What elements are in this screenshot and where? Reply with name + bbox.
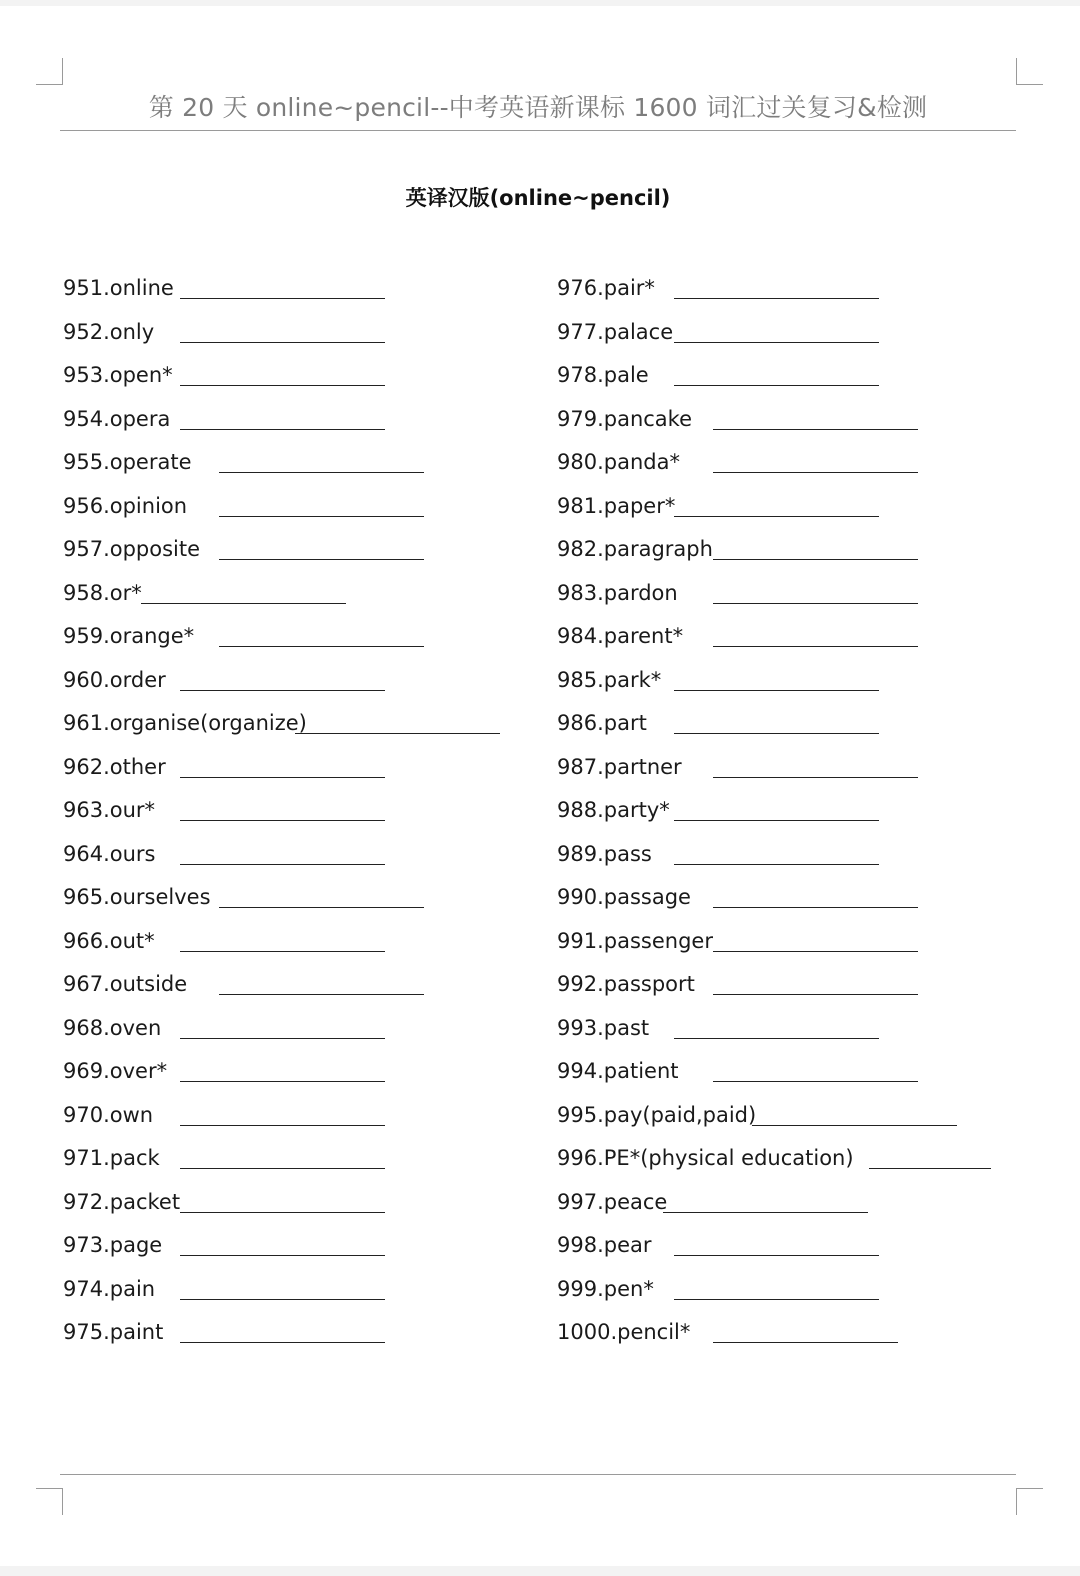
answer-blank[interactable] xyxy=(180,1038,385,1039)
vocab-word: 985.park* xyxy=(557,667,662,692)
vocab-word: 969.over* xyxy=(63,1059,168,1083)
vocab-word: 996.PE*(physical education) xyxy=(557,1146,854,1170)
vocab-word: 982.paragraph xyxy=(557,537,713,561)
vocab-word: 981.paper* xyxy=(557,493,676,518)
answer-blank[interactable] xyxy=(674,820,879,821)
answer-blank[interactable] xyxy=(295,733,500,734)
vocab-word: 992.passport xyxy=(557,972,695,996)
answer-blank[interactable] xyxy=(180,951,385,952)
answer-blank[interactable] xyxy=(180,690,385,691)
answer-blank[interactable] xyxy=(674,733,879,734)
crop-mark-bottom-right xyxy=(1016,1488,1043,1515)
vocab-word: 998.pear xyxy=(557,1233,652,1257)
vocab-word: 1000.pencil* xyxy=(557,1320,691,1344)
answer-blank[interactable] xyxy=(674,516,879,517)
answer-blank[interactable] xyxy=(713,472,918,473)
vocab-word: 988.party* xyxy=(557,798,670,822)
answer-blank[interactable] xyxy=(180,777,385,778)
vocab-word: 958.or* xyxy=(63,580,142,605)
answer-blank[interactable] xyxy=(180,298,385,299)
answer-blank[interactable] xyxy=(180,820,385,821)
answer-blank[interactable] xyxy=(674,864,879,865)
answer-blank[interactable] xyxy=(663,1212,868,1213)
vocab-word: 963.our* xyxy=(63,798,156,822)
vocab-word: 993.past xyxy=(557,1015,650,1040)
answer-blank[interactable] xyxy=(219,994,424,995)
vocab-word: 952.only xyxy=(63,319,155,344)
vocab-word: 960.order xyxy=(63,667,166,692)
answer-blank[interactable] xyxy=(180,1255,385,1256)
answer-blank[interactable] xyxy=(219,516,424,517)
answer-blank[interactable] xyxy=(713,559,918,560)
vocab-word: 964.ours xyxy=(63,841,156,866)
vocab-word: 980.panda* xyxy=(557,450,680,474)
vocab-word: 986.part xyxy=(557,711,647,735)
answer-blank[interactable] xyxy=(180,342,385,343)
answer-blank[interactable] xyxy=(219,646,424,647)
answer-blank[interactable] xyxy=(219,472,424,473)
crop-mark-bottom-left xyxy=(36,1488,63,1515)
answer-blank[interactable] xyxy=(713,994,918,995)
vocab-word: 954.opera xyxy=(63,406,171,431)
answer-blank[interactable] xyxy=(674,1255,879,1256)
vocab-word: 994.patient xyxy=(557,1059,679,1083)
answer-blank[interactable] xyxy=(180,1125,385,1126)
vocab-word: 957.opposite xyxy=(63,537,201,561)
answer-blank[interactable] xyxy=(713,777,918,778)
document-page xyxy=(0,6,1080,1566)
answer-blank[interactable] xyxy=(713,429,918,430)
vocab-word: 951.online xyxy=(63,276,174,300)
answer-blank[interactable] xyxy=(180,1342,385,1343)
answer-blank[interactable] xyxy=(713,1342,898,1343)
answer-blank[interactable] xyxy=(752,1125,957,1126)
vocab-word: 979.pancake xyxy=(557,406,693,431)
vocab-word: 990.passage xyxy=(557,885,691,909)
vocab-word: 999.pen* xyxy=(557,1276,654,1301)
vocab-word: 955.operate xyxy=(63,450,192,474)
page-header-title: 第 20 天 online~pencil--中考英语新课标 1600 词汇过关复习&检测 xyxy=(148,93,928,122)
answer-blank[interactable] xyxy=(219,907,424,908)
answer-blank[interactable] xyxy=(674,1299,879,1300)
answer-blank[interactable] xyxy=(713,1081,918,1082)
answer-blank[interactable] xyxy=(180,1168,385,1169)
crop-mark-top-right xyxy=(1016,58,1043,85)
vocab-word: 975.paint xyxy=(63,1320,164,1344)
vocab-word: 997.peace xyxy=(557,1189,668,1214)
answer-blank[interactable] xyxy=(674,1038,879,1039)
vocab-word: 973.page xyxy=(63,1233,163,1257)
answer-blank[interactable] xyxy=(219,559,424,560)
vocab-word: 995.pay(paid,paid) xyxy=(557,1102,757,1127)
answer-blank[interactable] xyxy=(674,342,879,343)
answer-blank[interactable] xyxy=(869,1168,991,1169)
vocab-word: 953.open* xyxy=(63,363,173,387)
vocab-word: 961.organise(organize) xyxy=(63,711,307,735)
answer-blank[interactable] xyxy=(180,1299,385,1300)
answer-blank[interactable] xyxy=(180,1081,385,1082)
vocab-word: 991.passenger xyxy=(557,928,713,953)
answer-blank[interactable] xyxy=(141,603,346,604)
vocab-word: 977.palace xyxy=(557,319,674,344)
answer-blank[interactable] xyxy=(674,690,879,691)
answer-blank[interactable] xyxy=(180,429,385,430)
vocab-word: 959.orange* xyxy=(63,624,195,648)
section-title: 英译汉版(online~pencil) xyxy=(405,186,671,210)
vocab-word: 983.pardon xyxy=(557,580,678,605)
header-divider xyxy=(60,130,1016,131)
answer-blank[interactable] xyxy=(180,1212,385,1213)
vocab-word: 987.partner xyxy=(557,754,682,779)
answer-blank[interactable] xyxy=(180,385,385,386)
crop-mark-top-left xyxy=(36,58,63,85)
vocab-word: 989.pass xyxy=(557,841,652,866)
vocab-word: 970.own xyxy=(63,1102,154,1127)
vocab-word: 956.opinion xyxy=(63,493,188,518)
vocab-word: 971.pack xyxy=(63,1146,160,1170)
vocab-word: 966.out* xyxy=(63,928,155,953)
answer-blank[interactable] xyxy=(713,646,918,647)
vocab-word: 978.pale xyxy=(557,363,649,387)
vocab-word: 962.other xyxy=(63,754,166,779)
vocab-word: 976.pair* xyxy=(557,276,655,300)
vocab-word: 984.parent* xyxy=(557,624,684,648)
answer-blank[interactable] xyxy=(713,907,918,908)
answer-blank[interactable] xyxy=(180,864,385,865)
vocab-word: 965.ourselves xyxy=(63,885,211,909)
answer-blank[interactable] xyxy=(713,951,918,952)
vocab-word: 974.pain xyxy=(63,1276,156,1301)
answer-blank[interactable] xyxy=(674,298,879,299)
vocab-word: 968.oven xyxy=(63,1015,162,1040)
footer-divider xyxy=(60,1474,1016,1475)
answer-blank[interactable] xyxy=(713,603,918,604)
answer-blank[interactable] xyxy=(674,385,879,386)
vocab-word: 972.packet xyxy=(63,1189,181,1214)
vocab-word: 967.outside xyxy=(63,972,188,996)
